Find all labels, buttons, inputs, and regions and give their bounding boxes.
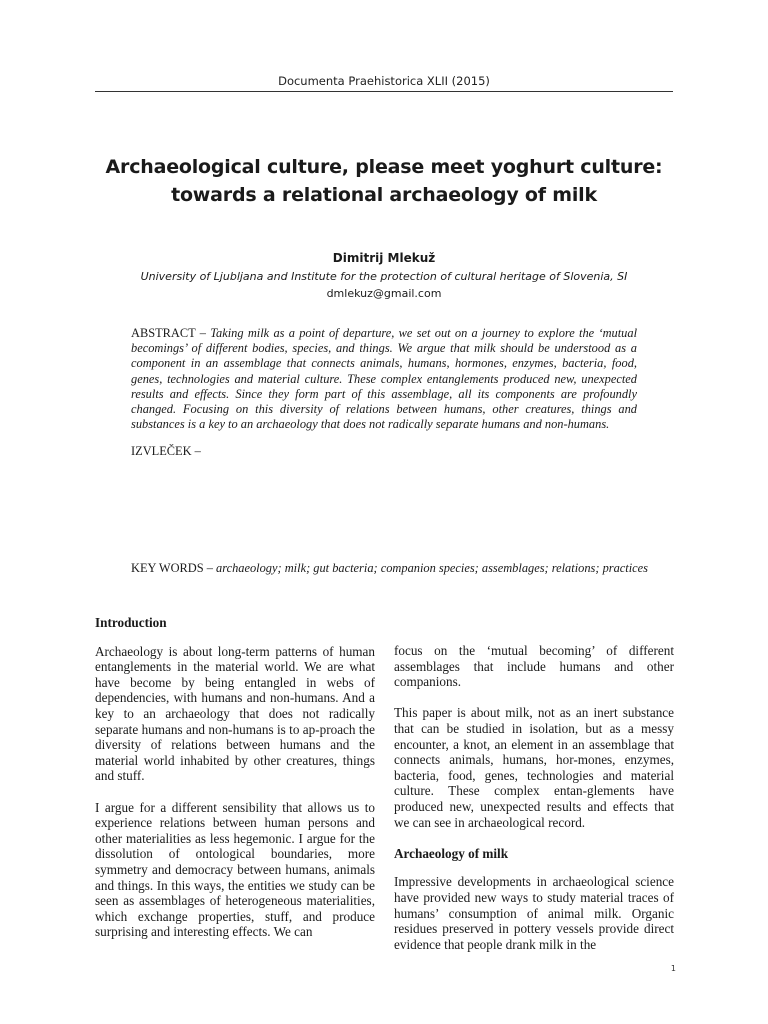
header-rule [95,91,673,92]
keywords [131,561,661,576]
keywords-label: KEY WORDS – [131,561,217,575]
author-email: dmlekuz@gmail.com [326,287,442,300]
right-column [394,643,674,968]
paragraph: This paper is about milk, not as an inert substance that can be studied in isolation, but as a messy encounter, a knot, an element in an assemblage that connects animals, humans, hor-mones, enzymes, bacteria, food, genes, technologies and material culture. These complex entan-glements have produced new, unexpected results and effects that we can see in archaeological record. [394,705,674,830]
paragraph: Archaeology is about long-term patterns of human entanglements in the material world. We are what have become by being entangled in webs of dependencies, with humans and non-humans. And a key to an archaeology that does not radically separate humans and non-humans is to ap-proach the diversity of relations between humans and the material world inhabited by other creatures, things and stuff. [95,643,375,784]
keywords-text: archaeology; milk; gut bacteria; companion species; assemblages; relations; practices [216,561,648,575]
title-line-1: Archaeological culture, please meet yoghurt culture: [105,156,663,178]
title-line-2: towards a relational archaeology of milk [171,184,597,206]
izvlecek-label: IZVLEČEK – [131,444,201,458]
abstract-text: Taking milk as a point of departure, we set out on a journey to explore the ‘mutual becomings’ of different bodies, species, and things. We argue that milk should be understood as a component in an assemblage that connects animals, humans, hormones, enzymes, bacteria, food, genes, technologies and material culture. These complex entanglements produced new, unexpected results and effects. Since they form part of this assemblage, all its components are profoundly changed. Focusing on this diversity of relations between humans, other creatures, things and substances is a key to an archaeology that does not radically separate humans and non-humans. [131,326,638,432]
section-heading-introduction: Introduction [95,615,167,630]
abstract [131,326,637,432]
paragraph: I argue for a different sensibility that allows us to experience relations between human persons and other materialities as less hegemonic. I argue for the dissolution of ontological boundaries, more symmetry and democracy between humans, animals and things. In this ways, the entities we study can be seen as assemblages of heterogeneous materialities, which exchange properties, stuff, and produce surprising and interesting effects. We can [95,799,375,940]
section-heading-archaeology-of-milk: Archaeology of milk [394,845,509,861]
author-affiliation: University of Ljubljana and Institute for the protection of cultural heritage of Slovenia, SI [140,270,628,283]
paragraph: Impressive developments in archaeological science have provided new ways to study material traces of humans’ consumption of animal milk. Organic residues preserved in pottery vessels provide direct evidence that people drank milk in the [394,874,674,952]
article-title [95,153,673,209]
abstract-label: ABSTRACT – [131,326,211,340]
author-name: Dimitrij Mlekuž [332,251,436,265]
left-column [95,615,375,955]
paragraph: focus on the ‘mutual becoming’ of different assemblages that include humans and other companions. [394,643,674,690]
running-head: Documenta Praehistorica XLII (2015) [278,74,490,88]
page-number: 1 [670,964,676,973]
